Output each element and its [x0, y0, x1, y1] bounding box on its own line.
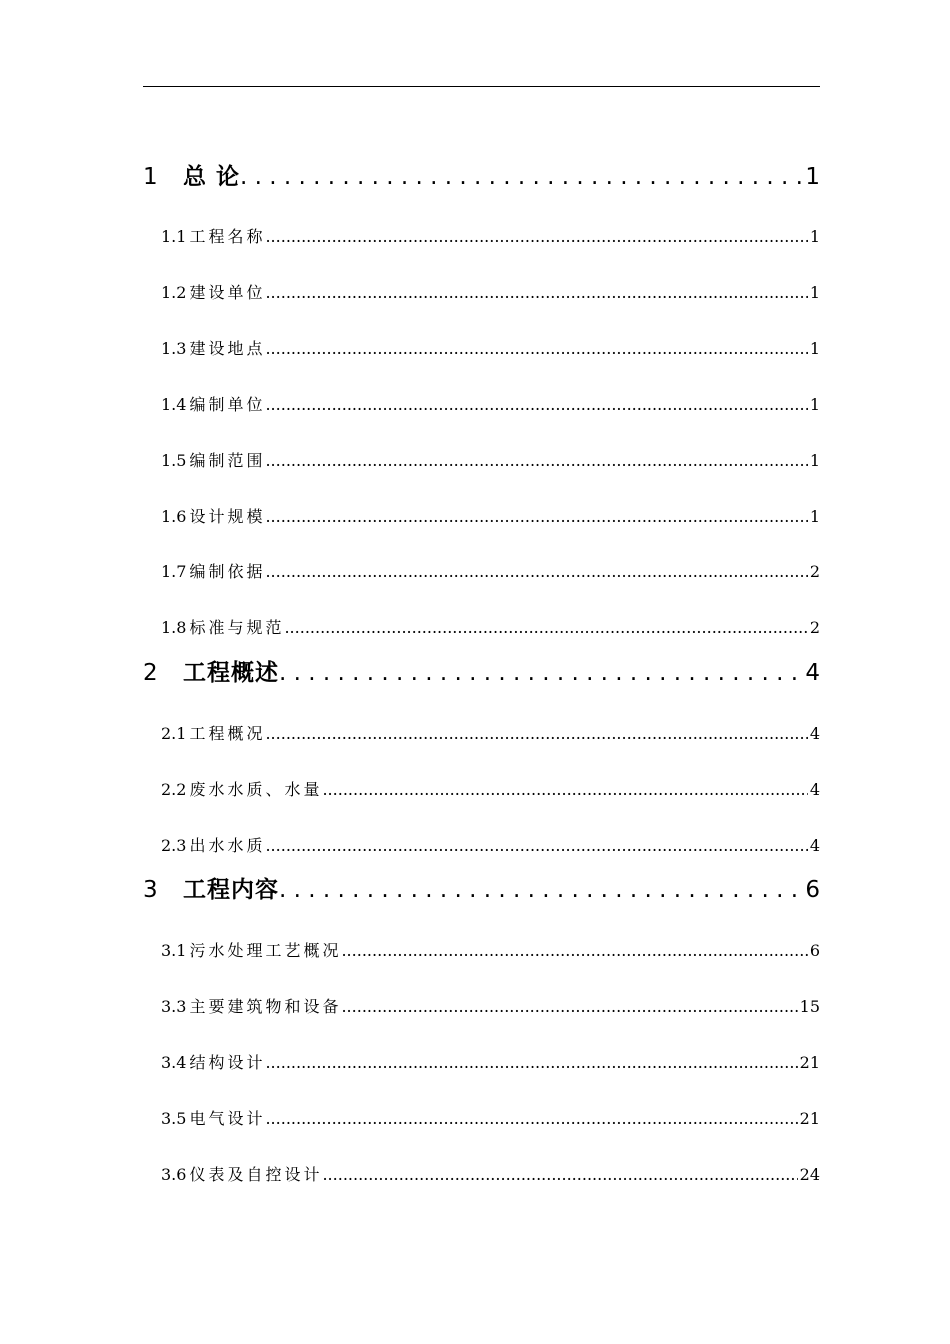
toc-leader [322, 780, 807, 799]
toc-page-number: 1 [809, 283, 820, 302]
toc-title: 建设单位 [189, 283, 266, 302]
toc-section-1-2[interactable] [161, 280, 820, 306]
toc-number: 3.4 [161, 1053, 187, 1072]
toc-page-number: 24 [799, 1165, 820, 1184]
toc-section-3-5[interactable] [161, 1106, 820, 1132]
toc-title: 编制依据 [189, 562, 266, 581]
toc-section-3-6[interactable] [161, 1162, 820, 1188]
toc-leader [265, 1109, 797, 1128]
toc-title: 污水处理工艺概况 [189, 941, 342, 960]
toc-section-1-8[interactable] [161, 615, 820, 641]
toc-title: 编制单位 [189, 395, 266, 414]
toc-title: 设计规模 [189, 507, 266, 526]
toc-title: 工程内容 [183, 877, 279, 903]
toc-title: 结构设计 [189, 1053, 266, 1072]
toc-page-number: 21 [799, 1109, 820, 1128]
toc-number: 2.2 [161, 780, 187, 799]
toc-page-number: 1 [809, 395, 820, 414]
toc-page-number: 2 [809, 562, 820, 581]
toc-title: 编制范围 [189, 451, 266, 470]
toc-leader [322, 1165, 797, 1184]
toc-page-number: 4 [809, 780, 820, 799]
toc-section-2-1[interactable] [161, 721, 820, 747]
toc-number: 1 [143, 164, 158, 190]
toc-number: 1.3 [161, 339, 187, 358]
toc-page-number: 4 [809, 836, 820, 855]
toc-leader [265, 339, 807, 358]
toc-leader [240, 164, 803, 190]
toc-section-1-1[interactable] [161, 224, 820, 250]
toc-leader [265, 836, 807, 855]
toc-section-1-4[interactable] [161, 392, 820, 418]
toc-page-number: 2 [809, 618, 820, 637]
toc-title: 工程名称 [189, 227, 266, 246]
toc-leader [284, 618, 807, 637]
toc-section-2-2[interactable] [161, 777, 820, 803]
toc-page-number: 1 [809, 339, 820, 358]
toc-section-1-5[interactable] [161, 448, 820, 474]
toc-section-2-3[interactable] [161, 833, 820, 859]
toc-title: 标准与规范 [189, 618, 285, 637]
toc-leader [265, 1053, 797, 1072]
toc-section-1-7[interactable] [161, 559, 820, 585]
toc-leader [265, 283, 807, 302]
toc-title: 废水水质、水量 [189, 780, 323, 799]
toc-title: 电气设计 [189, 1109, 266, 1128]
toc-page-number: 21 [799, 1053, 820, 1072]
toc-page-number: 4 [805, 660, 820, 686]
toc-number: 1.8 [161, 618, 187, 637]
toc-section-3-1[interactable] [161, 938, 820, 964]
toc-page-number: 6 [809, 941, 820, 960]
toc-number: 1.4 [161, 395, 187, 414]
toc-number: 1.6 [161, 507, 187, 526]
toc-page-number: 1 [809, 227, 820, 246]
toc-title: 主要建筑物和设备 [189, 997, 342, 1016]
toc-number: 3.1 [161, 941, 187, 960]
toc-number: 1.1 [161, 227, 187, 246]
toc-number: 1.2 [161, 283, 187, 302]
toc-page-number: 1 [809, 451, 820, 470]
toc-leader [265, 395, 807, 414]
toc-leader [279, 877, 803, 903]
toc-number: 3.5 [161, 1109, 187, 1128]
toc-page-number: 15 [799, 997, 820, 1016]
toc-section-3-4[interactable] [161, 1050, 820, 1076]
toc-leader [265, 724, 807, 743]
toc-leader [341, 941, 807, 960]
toc-section-1-3[interactable] [161, 336, 820, 362]
toc-number: 3.3 [161, 997, 187, 1016]
toc-leader [265, 507, 807, 526]
toc-title: 总 论 [183, 164, 241, 190]
toc-number: 2.1 [161, 724, 187, 743]
toc-chapter-3[interactable] [143, 871, 820, 911]
toc-title: 工程概况 [189, 724, 266, 743]
toc-page-number: 4 [809, 724, 820, 743]
toc-page-number: 1 [809, 507, 820, 526]
toc-number: 1.5 [161, 451, 187, 470]
toc-leader [279, 660, 803, 686]
toc-number: 3.6 [161, 1165, 187, 1184]
toc-title: 仪表及自控设计 [189, 1165, 323, 1184]
toc-section-1-6[interactable] [161, 504, 820, 530]
toc-leader [265, 562, 807, 581]
toc-leader [265, 451, 807, 470]
toc-number: 3 [143, 877, 158, 903]
toc-number: 2 [143, 660, 158, 686]
toc-leader [341, 997, 797, 1016]
toc-chapter-1[interactable] [143, 158, 820, 198]
toc-section-3-3[interactable] [161, 994, 820, 1020]
toc-title: 出水水质 [189, 836, 266, 855]
toc-title: 建设地点 [189, 339, 266, 358]
toc-page-number: 6 [805, 877, 820, 903]
toc-number: 1.7 [161, 562, 187, 581]
toc-number: 2.3 [161, 836, 187, 855]
toc-chapter-2[interactable] [143, 654, 820, 694]
toc-leader [265, 227, 807, 246]
toc-title: 工程概述 [183, 660, 279, 686]
toc-page-number: 1 [805, 164, 820, 190]
